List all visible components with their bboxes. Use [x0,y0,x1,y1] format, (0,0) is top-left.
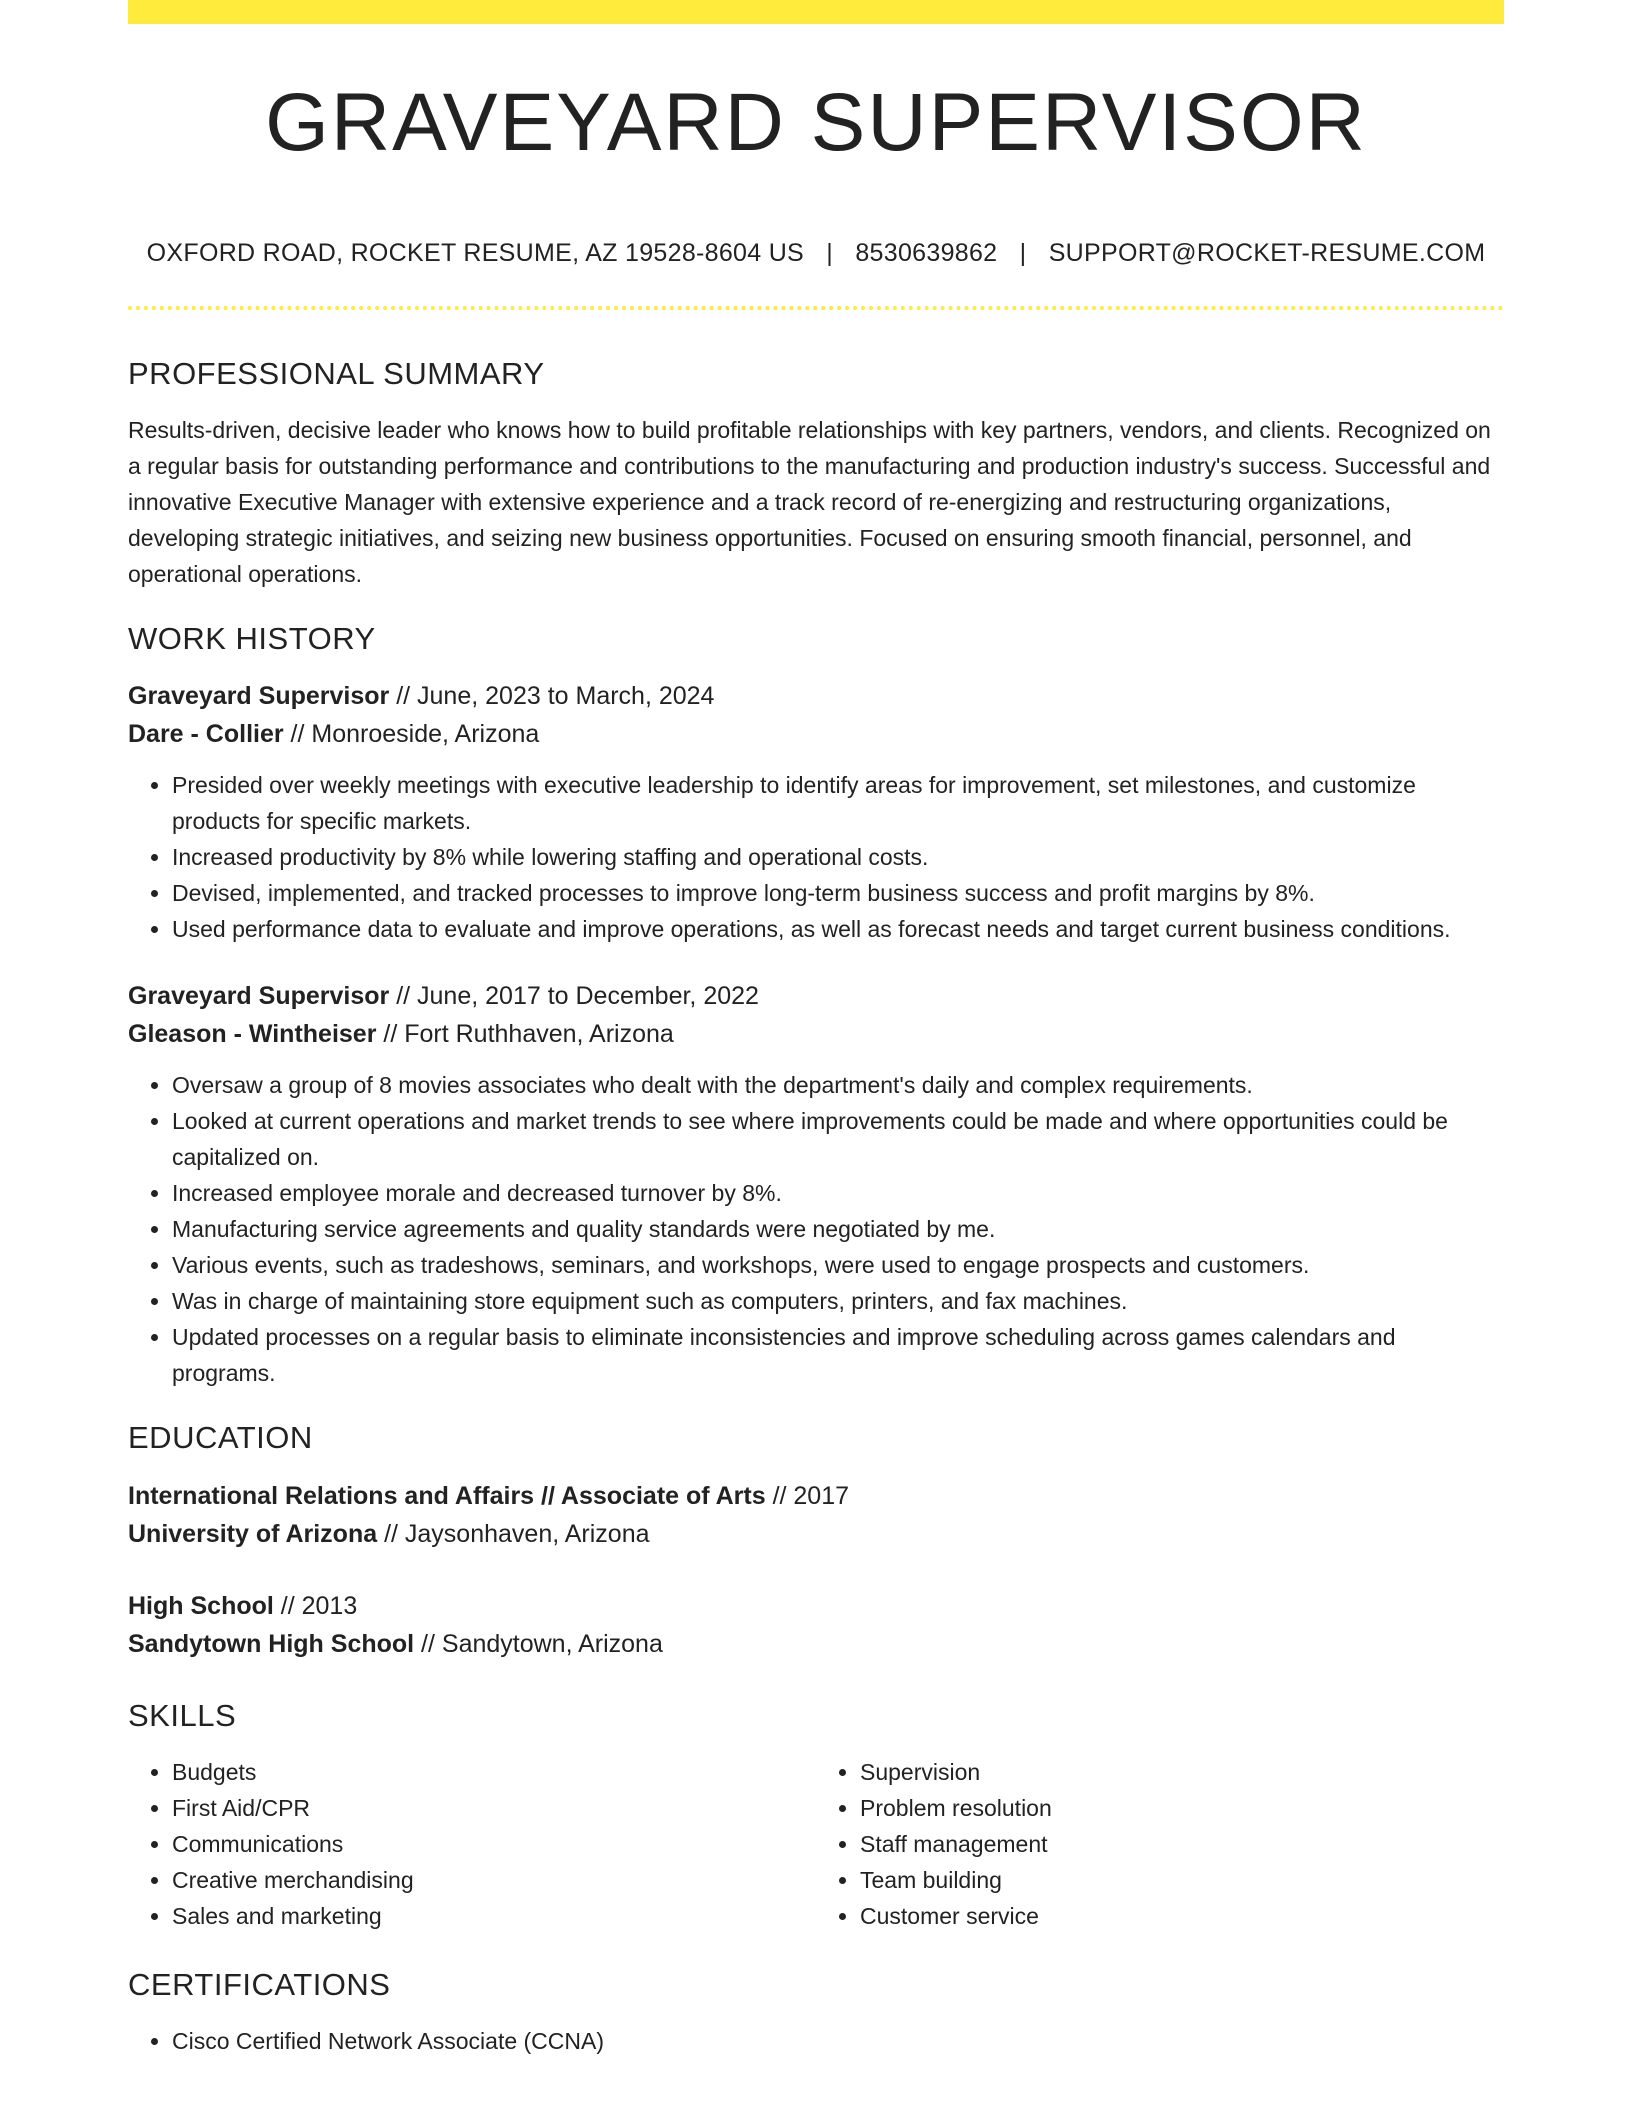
skill-item: • Problem resolution [860,1790,1504,1826]
skill-item: • Communications [172,1826,816,1862]
education-heading: EDUCATION [128,1420,313,1456]
job-role: Graveyard Supervisor [128,982,390,1011]
contact-separator: | [826,239,834,267]
job-bullet: • Used performance data to evaluate and improve operations, as well as forecast needs and target current business conditions. [172,911,1504,947]
skill-item: • Staff management [860,1826,1504,1862]
job-company: Gleason - Wintheiser [128,1020,377,1049]
education-school: University of Arizona [128,1519,378,1548]
skill-item: • Supervision [860,1754,1504,1790]
education-degree-line [128,1477,1504,1515]
education-location: // Sandytown, Arizona [414,1629,663,1658]
job-bullet: • Looked at current operations and market trends to see where improvements could be made and where opportunities could be capitalized on. [172,1103,1504,1175]
summary-text: Results-driven, decisive leader who knows how to build profitable relationships with key partners, vendors, and clients. Recognized on a regular basis for outstanding performance and contributions to the manufacturing and production industry's success. Successful and innovative Executive Manager with extensive experience and a track record of re-energizing and restructuring organizations, developing strategic initiatives, and seizing new business opportunities. Focused on ensuring smooth financial, personnel, and operational operations. [128,417,1491,588]
job-entry [128,677,1504,947]
resume-content [128,355,1504,2059]
skill-item: • Customer service [860,1898,1504,1934]
job-company: Dare - Collier [128,720,284,749]
education-school: Sandytown High School [128,1629,415,1658]
skill-item: • Creative merchandising [172,1862,816,1898]
job-bullet: • Various events, such as tradeshows, seminars, and workshops, were used to engage prospects and customers. [172,1247,1504,1283]
certifications-list [128,2023,1504,2059]
summary-heading: PROFESSIONAL SUMMARY [128,356,545,391]
job-dates: // June, 2017 to December, 2022 [389,982,759,1011]
job-entry [128,977,1504,1391]
skill-item: • First Aid/CPR [172,1790,816,1826]
contact-address: OXFORD ROAD, ROCKET RESUME, AZ 19528-8604 US [146,239,805,267]
job-bullets [128,767,1504,947]
job-company-line [128,715,1504,753]
accent-bar [128,0,1504,24]
education-entry [128,1587,1504,1663]
job-bullet: • Manufacturing service agreements and quality standards were negotiated by me. [172,1211,1504,1247]
job-bullets [128,1067,1504,1391]
education-school-line [128,1625,1504,1663]
education-degree: International Relations and Affairs // Associate of Arts [128,1481,766,1510]
skill-item: • Budgets [172,1754,816,1790]
job-bullet: • Increased employee morale and decreased turnover by 8%. [172,1175,1504,1211]
job-bullet: • Increased productivity by 8% while lowering staffing and operational costs. [172,839,1504,875]
certification-item: • Cisco Certified Network Associate (CCNA) [172,2023,1504,2059]
job-bullet: • Was in charge of maintaining store equipment such as computers, printers, and fax machines. [172,1283,1504,1319]
skills-list [128,1754,1504,1934]
job-location: // Monroeside, Arizona [283,720,540,749]
job-bullet: • Presided over weekly meetings with executive leadership to identify areas for improvement, set milestones, and customize products for specific markets. [172,767,1504,839]
education-location: // Jaysonhaven, Arizona [377,1519,650,1548]
education-year: // 2013 [273,1591,358,1620]
work-history-heading: WORK HISTORY [128,621,376,657]
education-entry [128,1477,1504,1553]
job-role: Graveyard Supervisor [128,682,390,711]
skill-item: • Sales and marketing [172,1898,816,1934]
job-dates: // June, 2023 to March, 2024 [389,682,715,711]
skills-heading: SKILLS [128,1697,237,1733]
contact-phone: 8530639862 [855,239,998,267]
job-bullet: • Devised, implemented, and tracked processes to improve long-term business success and profit margins by 8%. [172,875,1504,911]
job-location: // Fort Ruthhaven, Arizona [376,1020,674,1049]
skills-column-left [128,1754,816,1934]
contact-separator: | [1019,239,1027,267]
skill-item: • Team building [860,1862,1504,1898]
education-degree-line [128,1587,1504,1625]
dotted-divider [128,306,1504,310]
job-company-line [128,1015,1504,1053]
skills-column-right [816,1754,1504,1934]
education-school-line [128,1515,1504,1553]
job-bullet: • Updated processes on a regular basis to eliminate inconsistencies and improve scheduling across games calendars and programs. [172,1319,1504,1391]
resume-name: GRAVEYARD SUPERVISOR [265,77,1367,168]
contact-email: SUPPORT@ROCKET-RESUME.COM [1048,239,1486,267]
job-title-line [128,977,1504,1015]
education-degree: High School [128,1591,274,1620]
education-year: // 2017 [765,1481,850,1510]
job-bullet: • Oversaw a group of 8 movies associates who dealt with the department's daily and complex requirements. [172,1067,1504,1103]
certifications-heading: CERTIFICATIONS [128,1966,391,2002]
contact-line [128,239,1504,268]
job-title-line [128,677,1504,715]
